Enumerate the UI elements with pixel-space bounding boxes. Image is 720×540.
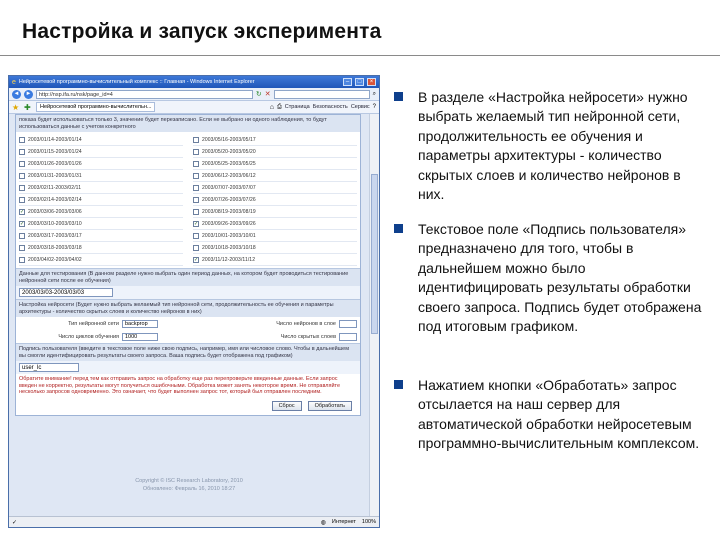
title-divider bbox=[0, 55, 720, 56]
period-checkbox[interactable] bbox=[193, 233, 199, 239]
menu-safety[interactable]: Безопасность bbox=[312, 104, 348, 110]
test-period-input[interactable]: 2003/03/03-2003/03/03 bbox=[19, 288, 113, 297]
neurons-select[interactable] bbox=[339, 320, 357, 328]
experiment-form bbox=[15, 114, 361, 416]
period-checkbox[interactable] bbox=[193, 137, 199, 143]
period-column-left bbox=[19, 134, 183, 266]
period-checkbox-row[interactable] bbox=[193, 170, 357, 182]
period-checkbox-row[interactable] bbox=[193, 194, 357, 206]
tab-main[interactable]: Нейросетевой программно-вычислительн... bbox=[36, 102, 155, 112]
period-checkbox[interactable] bbox=[19, 197, 25, 203]
search-icon[interactable]: ⌕ bbox=[372, 90, 376, 97]
period-checkbox[interactable] bbox=[193, 149, 199, 155]
done-icon: ✓ bbox=[12, 519, 18, 526]
period-checkbox[interactable]: ✓ bbox=[194, 256, 199, 263]
window-titlebar bbox=[9, 76, 379, 88]
browser-window bbox=[8, 75, 380, 528]
period-label: 2003/02/11-2003/02/11 bbox=[28, 184, 82, 191]
network-settings-note: Настройка нейросети (Будет нужно выбрать желаемый тип нейронной сети, продолжительность ее обучения и параметры архитектуры - количество скрытых слоев и количество нейронов в них) bbox=[16, 299, 360, 317]
period-checkbox-row[interactable] bbox=[19, 254, 183, 266]
page-content bbox=[9, 114, 369, 517]
address-row bbox=[9, 88, 379, 101]
period-checkbox[interactable] bbox=[193, 161, 199, 167]
bullet-text: В разделе «Настройка нейросети» нужно выбрать желаемый тип нейронной сети, продолжительность ее обучения и параметры архитектуры - количество скрытых слоев и количество нейронов в них. bbox=[418, 89, 688, 203]
epochs-select[interactable]: 1000 bbox=[122, 333, 158, 341]
period-checkbox[interactable]: ✓ bbox=[20, 220, 25, 227]
scrollbar-thumb[interactable] bbox=[371, 174, 378, 334]
signature-note: Подпись пользователя (введите в текстовое поле ниже свою подпись, например, имя или числовое слово. Чтобы в дальнейшем вы смогли идентифицировать результаты своего запроса. Ваша подпись будет отображена под графиком) bbox=[16, 343, 360, 361]
period-checkbox[interactable] bbox=[193, 197, 199, 203]
period-checkbox-row[interactable] bbox=[193, 206, 357, 218]
zoom-level[interactable]: 100% bbox=[361, 519, 376, 525]
period-label: 2003/01/26-2003/01/26 bbox=[28, 160, 82, 167]
print-icon[interactable]: ⎙ bbox=[276, 103, 282, 110]
period-checkbox[interactable] bbox=[19, 185, 25, 191]
period-checkbox[interactable] bbox=[19, 161, 25, 167]
period-label: 2003/08/19-2003/08/19 bbox=[202, 208, 256, 215]
period-label: 2003/07/07-2003/07/07 bbox=[202, 184, 256, 191]
period-checkbox-row[interactable] bbox=[193, 146, 357, 158]
period-checkbox-row[interactable] bbox=[19, 182, 183, 194]
period-label: 2003/03/10-2003/03/10 bbox=[28, 220, 82, 227]
period-label: 2003/05/20-2003/05/20 bbox=[202, 148, 256, 155]
periods-note: показа будет использоваться только 3, значение будет перезаписано. Если не выбрано ни одного наблюдения, то будут использоваться данные с учетом конкретного bbox=[16, 115, 360, 132]
period-column-right bbox=[193, 134, 357, 266]
bullet-square-icon bbox=[394, 380, 403, 389]
window-title: Нейросетевой программно-вычислительный комплекс :: Главная - Windows Internet Explorer bbox=[18, 79, 255, 85]
period-checkbox[interactable] bbox=[19, 137, 25, 143]
period-checkbox-row[interactable] bbox=[19, 242, 183, 254]
arch-row-2 bbox=[16, 330, 360, 343]
period-checkbox[interactable] bbox=[193, 245, 199, 251]
period-checkbox-row[interactable] bbox=[19, 230, 183, 242]
forward-icon[interactable]: ► bbox=[25, 90, 32, 97]
slide-title: Настройка и запуск эксперимента bbox=[22, 20, 382, 43]
period-label: 2003/10/01-2003/10/01 bbox=[202, 232, 256, 239]
bullet-square-icon bbox=[394, 224, 403, 233]
period-checkbox[interactable] bbox=[19, 233, 25, 239]
epochs-label: Число циклов обучения bbox=[58, 333, 119, 340]
page-scrollbar[interactable] bbox=[369, 114, 379, 517]
period-checkbox-row[interactable] bbox=[19, 158, 183, 170]
bullet-text: Нажатием кнопки «Обработать» запрос отсылается на наш сервер для автоматической обработки нейросетевым программно-вычислительным комплексом. bbox=[418, 377, 700, 452]
ie-icon: e bbox=[12, 78, 16, 86]
period-label: 2003/02/14-2003/02/14 bbox=[28, 196, 82, 203]
period-checkbox-row[interactable] bbox=[193, 254, 357, 266]
period-checkbox[interactable] bbox=[193, 209, 199, 215]
period-label: 2003/11/12-2003/11/12 bbox=[202, 256, 256, 263]
minimize-button[interactable]: – bbox=[343, 78, 352, 86]
zone-label: Интернет bbox=[331, 519, 356, 525]
period-checkbox-row[interactable] bbox=[193, 158, 357, 170]
period-checkbox[interactable] bbox=[193, 185, 199, 191]
test-period-note: Данные для тестирования (В данном разделе нужно выбрать один период данных, на котором будет проводиться тестирование нейронной сети после ее обучения) bbox=[16, 268, 360, 286]
period-checkbox-row[interactable] bbox=[19, 170, 183, 182]
period-checkbox-row[interactable] bbox=[19, 134, 183, 146]
period-label: 2003/09/26-2003/09/26 bbox=[202, 220, 256, 227]
neurons-label: Число нейронов в слое bbox=[276, 320, 336, 327]
help-icon[interactable]: ? bbox=[372, 104, 376, 110]
period-label: 2003/05/16-2003/05/17 bbox=[202, 136, 256, 143]
footer-copyright: Copyright © ISC Research Laboratory, 2010 bbox=[135, 478, 243, 484]
period-checkbox[interactable] bbox=[19, 149, 25, 155]
refresh-icon[interactable]: ↻ bbox=[255, 91, 262, 98]
arch-row-1 bbox=[16, 317, 360, 330]
hidden-layers-label: Число скрытых слоев bbox=[280, 333, 336, 340]
period-label: 2003/03/06-2003/03/06 bbox=[28, 208, 82, 215]
period-checkbox[interactable] bbox=[19, 257, 25, 263]
period-checkbox[interactable]: ✓ bbox=[20, 208, 25, 215]
bullet-text: Текстовое поле «Подпись пользователя» предназначено для того, чтобы в дальнейшем можно было идентифицировать результаты обработки своего запроса. Подпись будет отображена под итоговым графиком. bbox=[418, 221, 702, 335]
bullet-square-icon bbox=[394, 92, 403, 101]
network-type-select[interactable]: backprop bbox=[122, 320, 158, 328]
favorites-star-icon[interactable]: ★ bbox=[12, 102, 20, 112]
period-label: 2003/01/31-2003/01/31 bbox=[28, 172, 82, 179]
period-checkbox-row[interactable] bbox=[19, 146, 183, 158]
close-button[interactable]: × bbox=[367, 78, 376, 86]
period-checkbox[interactable] bbox=[193, 173, 199, 179]
period-checkbox-list bbox=[16, 132, 360, 268]
period-label: 2003/05/25-2003/05/25 bbox=[202, 160, 256, 167]
period-checkbox[interactable] bbox=[19, 173, 25, 179]
period-checkbox-row[interactable] bbox=[193, 218, 357, 230]
period-label: 2003/03/17-2003/03/17 bbox=[28, 232, 82, 239]
menu-page[interactable]: Страница bbox=[284, 104, 310, 110]
period-checkbox[interactable] bbox=[19, 245, 25, 251]
period-checkbox-row[interactable] bbox=[193, 182, 357, 194]
period-checkbox-row[interactable] bbox=[19, 194, 183, 206]
period-label: 2003/07/26-2003/07/26 bbox=[202, 196, 256, 203]
period-checkbox-row[interactable] bbox=[19, 218, 183, 230]
period-label: 2003/03/18-2003/03/18 bbox=[28, 244, 82, 251]
period-checkbox-row[interactable] bbox=[193, 242, 357, 254]
form-buttons bbox=[16, 398, 360, 415]
period-checkbox-row[interactable] bbox=[19, 206, 183, 218]
home-icon[interactable]: ⌂ bbox=[269, 103, 274, 111]
menu-service[interactable]: Сервис bbox=[350, 104, 370, 110]
signature-input[interactable]: user_lc bbox=[19, 363, 79, 372]
warning-note: Обратите внимание! перед тем как отправить запрос на обработку еще раз перепроверьте введенные данные. Если запрос введен не корректно, результаты могут получиться ошибочными. Обработка может занять некоторое время. Не отправляйте несколько запросов одновременно. Это означает, что будет выполнен запрос тот, который был отправлен последним. bbox=[16, 374, 360, 398]
period-label: 2003/04/02-2003/04/02 bbox=[28, 256, 82, 263]
period-label: 2003/06/12-2003/06/12 bbox=[202, 172, 256, 179]
tab-row bbox=[9, 101, 379, 114]
add-favorite-icon[interactable]: ✚ bbox=[24, 102, 31, 112]
period-label: 2003/10/18-2003/10/18 bbox=[202, 244, 256, 251]
reset-button[interactable]: Сброс bbox=[272, 401, 302, 411]
period-label: 2003/01/14-2003/01/14 bbox=[28, 136, 82, 143]
footer-updated: Обновлено: Февраль 16, 2010 18:27 bbox=[142, 486, 236, 492]
period-checkbox-row[interactable] bbox=[193, 134, 357, 146]
status-bar bbox=[9, 516, 379, 527]
period-label: 2003/01/15-2003/01/24 bbox=[28, 148, 82, 155]
stop-icon[interactable]: ✕ bbox=[264, 91, 271, 98]
search-input[interactable] bbox=[274, 90, 370, 99]
back-icon[interactable]: ◄ bbox=[13, 90, 20, 97]
address-bar[interactable]: http://nsp.ifa.ru/nsk/page_id=4 bbox=[36, 90, 253, 99]
hidden-layers-select[interactable] bbox=[339, 333, 357, 341]
network-type-label: Тип нейронной сети bbox=[68, 320, 119, 327]
globe-icon: ◍ bbox=[320, 519, 326, 526]
period-checkbox-row[interactable] bbox=[193, 230, 357, 242]
period-checkbox[interactable]: ✓ bbox=[194, 220, 199, 227]
maximize-button[interactable]: □ bbox=[355, 78, 364, 86]
submit-button[interactable]: Обработать bbox=[308, 401, 352, 411]
